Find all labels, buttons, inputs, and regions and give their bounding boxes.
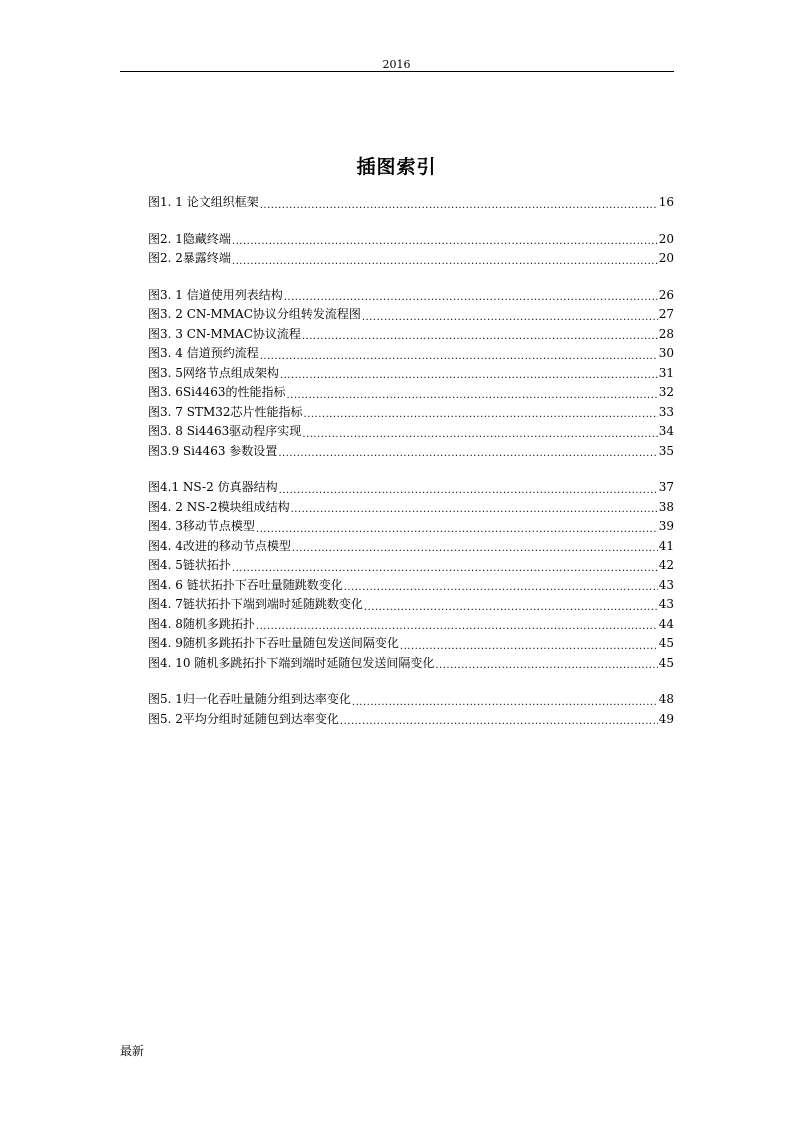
- dot-leader: [260, 193, 658, 213]
- toc-entry-page-number: 37: [658, 480, 674, 494]
- dot-leader: [232, 230, 658, 250]
- figure-group: [148, 690, 674, 729]
- toc-entry-page-number: 32: [658, 385, 674, 399]
- toc-entry-label: 图4. 7链状拓扑下端到端时延随跳数变化: [148, 597, 363, 611]
- toc-entry-label: 图4. 6 链状拓扑下吞吐量随跳数变化: [148, 577, 343, 592]
- figure-group: [148, 230, 674, 269]
- toc-entry[interactable]: [148, 634, 674, 654]
- toc-entry-page-number: 39: [658, 519, 674, 533]
- toc-entry-label: 图1. 1 论文组织框架: [148, 195, 259, 209]
- toc-entry[interactable]: [148, 344, 674, 364]
- toc-entry[interactable]: [148, 556, 674, 576]
- toc-entry-page-number: 42: [658, 558, 674, 572]
- toc-entry[interactable]: [148, 383, 674, 403]
- toc-entry-label: 图5. 1归一化吞吐量随分组到达率变化: [148, 692, 351, 706]
- toc-entry-label: 图3. 8 Si4463驱动程序实现: [148, 424, 302, 438]
- toc-entry-page-number: 35: [658, 443, 674, 458]
- toc-entry[interactable]: [148, 403, 674, 423]
- toc-entry-page-number: 20: [658, 231, 674, 246]
- toc-entry-label: 图4. 10 随机多跳拓扑下端到端时延随包发送间隔变化: [148, 655, 435, 670]
- toc-entry[interactable]: [148, 615, 674, 635]
- toc-entry[interactable]: [148, 325, 674, 345]
- toc-entry[interactable]: [148, 305, 674, 325]
- dot-leader: [292, 537, 658, 557]
- dot-leader: [284, 286, 658, 306]
- toc-entry-page-number: 45: [658, 655, 674, 670]
- dot-leader: [256, 615, 658, 635]
- dot-leader: [302, 325, 658, 345]
- toc-entry-page-number: 41: [658, 538, 674, 553]
- toc-entry[interactable]: [148, 654, 674, 674]
- dot-leader: [344, 576, 658, 596]
- toc-entry-page-number: 26: [658, 287, 674, 302]
- toc-entry-page-number: 38: [658, 499, 674, 514]
- dot-leader: [278, 442, 657, 462]
- toc-entry[interactable]: [148, 478, 674, 498]
- page-footer: 最新: [120, 1044, 145, 1058]
- dot-leader: [287, 383, 658, 403]
- toc-entry[interactable]: [148, 249, 674, 269]
- toc-entry-page-number: 28: [658, 326, 674, 341]
- toc-entry-label: 图3. 6Si4463的性能指标: [148, 385, 286, 399]
- toc-entry-label: 图4. 4改进的移动节点模型: [148, 538, 291, 553]
- toc-entry-page-number: 31: [658, 365, 674, 380]
- toc-entry-label: 图3. 1 信道使用列表结构: [148, 287, 283, 302]
- toc-entry[interactable]: [148, 595, 674, 615]
- toc-entry[interactable]: [148, 537, 674, 557]
- toc-entry-label: 图3. 3 CN-MMAC协议流程: [148, 326, 301, 341]
- dot-leader: [435, 654, 657, 674]
- toc-entry-label: 图2. 2暴露终端: [148, 251, 231, 265]
- toc-entry[interactable]: [148, 286, 674, 306]
- dot-leader: [232, 556, 658, 576]
- toc-entry[interactable]: [148, 498, 674, 518]
- toc-entry[interactable]: [148, 422, 674, 442]
- figure-group: [148, 286, 674, 462]
- page-header-year: 2016: [382, 58, 411, 71]
- toc-entry-page-number: 34: [658, 424, 674, 438]
- toc-entry-label: 图3.9 Si4463 参数设置: [148, 443, 278, 458]
- toc-entry-label: 图4.1 NS-2 仿真器结构: [148, 480, 278, 494]
- toc-entry[interactable]: [148, 710, 674, 730]
- toc-entry-page-number: 49: [658, 711, 674, 726]
- toc-entry-page-number: 43: [658, 577, 674, 592]
- figure-group: [148, 193, 674, 213]
- toc-entry-page-number: 27: [658, 307, 674, 321]
- figure-index-list: [148, 193, 674, 746]
- toc-entry[interactable]: [148, 690, 674, 710]
- toc-entry-page-number: 45: [658, 636, 674, 650]
- dot-leader: [260, 344, 658, 364]
- dot-leader: [364, 595, 658, 615]
- dot-leader: [280, 364, 658, 384]
- dot-leader: [362, 305, 658, 325]
- dot-leader: [340, 710, 658, 730]
- dot-leader: [302, 422, 657, 442]
- toc-entry-page-number: 16: [658, 195, 674, 209]
- toc-entry-page-number: 20: [658, 251, 674, 265]
- toc-entry-label: 图5. 2平均分组时延随包到达率变化: [148, 711, 339, 726]
- page-title: 插图索引: [356, 156, 437, 178]
- toc-entry-page-number: 30: [658, 346, 674, 360]
- dot-leader: [400, 634, 658, 654]
- toc-entry-label: 图3. 5网络节点组成架构: [148, 365, 279, 380]
- toc-entry-page-number: 44: [658, 616, 674, 631]
- toc-entry-page-number: 43: [658, 597, 674, 611]
- figure-group: [148, 478, 674, 673]
- dot-leader: [352, 690, 658, 710]
- toc-entry-label: 图4. 8随机多跳拓扑: [148, 616, 255, 631]
- toc-entry[interactable]: [148, 193, 674, 213]
- toc-entry[interactable]: [148, 576, 674, 596]
- toc-entry[interactable]: [148, 364, 674, 384]
- toc-entry-page-number: 33: [658, 404, 674, 419]
- toc-entry[interactable]: [148, 442, 674, 462]
- dot-leader: [304, 403, 658, 423]
- header-divider: [120, 71, 674, 72]
- toc-entry-label: 图4. 9随机多跳拓扑下吞吐量随包发送间隔变化: [148, 636, 399, 650]
- toc-entry[interactable]: [148, 517, 674, 537]
- toc-entry-label: 图4. 5链状拓扑: [148, 558, 231, 572]
- dot-leader: [256, 517, 658, 537]
- toc-entry-label: 图3. 7 STM32芯片性能指标: [148, 404, 303, 419]
- toc-entry-label: 图4. 2 NS-2模块组成结构: [148, 499, 290, 514]
- dot-leader: [279, 478, 658, 498]
- toc-entry-label: 图3. 4 信道预约流程: [148, 346, 259, 360]
- toc-entry-label: 图4. 3移动节点模型: [148, 519, 255, 533]
- toc-entry[interactable]: [148, 230, 674, 250]
- dot-leader: [291, 498, 658, 518]
- dot-leader: [232, 249, 658, 269]
- toc-entry-page-number: 48: [658, 692, 674, 706]
- toc-entry-label: 图3. 2 CN-MMAC协议分组转发流程图: [148, 307, 361, 321]
- toc-entry-label: 图2. 1隐藏终端: [148, 231, 231, 246]
